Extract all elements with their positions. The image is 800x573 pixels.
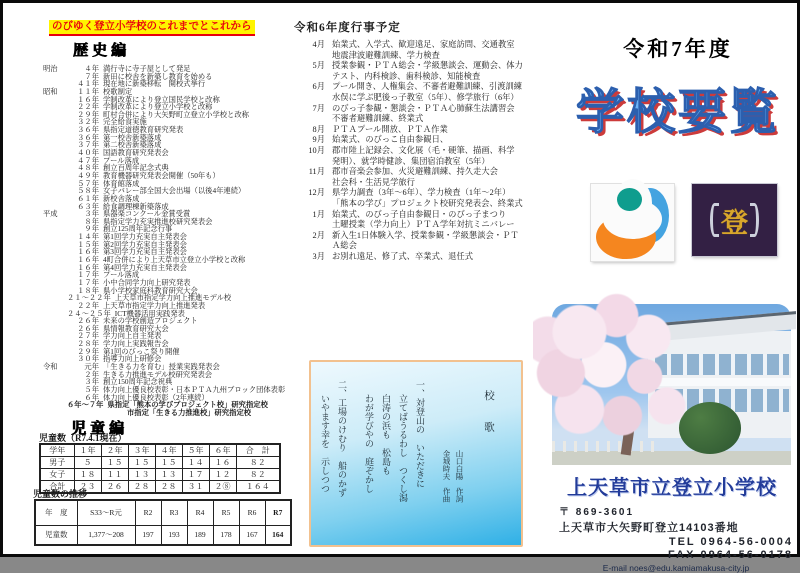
- history-event: 4町合併により上天草市立登立小学校と改称: [103, 255, 246, 265]
- history-year: [67, 409, 99, 417]
- cell-value: １７: [182, 469, 209, 481]
- column-header: 年 度: [35, 500, 77, 525]
- event-month: 5月: [312, 61, 325, 71]
- cell-value: ２８: [155, 481, 182, 494]
- event-lines: [332, 40, 515, 61]
- event-line: 授業参観・ＰＴＡ総会・学級懇談会、運動会、体力: [332, 61, 523, 71]
- song-column: いやます幸を 示しつつ: [320, 394, 330, 493]
- history-era: [43, 103, 67, 111]
- history-event: 体力向上優良校表彰（2年連続）: [103, 392, 209, 402]
- event-lines: [332, 125, 448, 136]
- history-era: [43, 294, 67, 302]
- column-header: ６年: [209, 444, 236, 457]
- enrollment-table-row: [40, 469, 280, 481]
- event-month: 11月: [308, 167, 325, 177]
- school-flag-image: [692, 184, 777, 256]
- history-era: [43, 394, 67, 402]
- cell-value: ２６: [101, 481, 128, 494]
- event-month: 10月: [308, 145, 325, 155]
- history-event: 現在地に新築移転 開校式挙行: [103, 79, 206, 89]
- event-lines: [332, 167, 498, 188]
- history-era: [43, 164, 67, 172]
- event-month: 6月: [312, 82, 325, 92]
- cell-value: 167: [239, 525, 265, 545]
- event-row: [298, 82, 552, 103]
- history-year: ２２年: [77, 300, 99, 310]
- email-address: E-mail noes@edu.kamiamakusa-city.jp: [602, 563, 750, 573]
- history-era: [43, 378, 67, 386]
- history-event: 創立百周年記念式典: [103, 163, 169, 173]
- history-era: [43, 157, 67, 165]
- school-song-box: [309, 360, 523, 547]
- history-era: 昭和: [43, 86, 58, 96]
- event-month: 4月: [312, 40, 325, 49]
- event-row: [298, 135, 552, 146]
- history-year: ５８年: [77, 186, 99, 196]
- trend-table-row: [35, 525, 291, 545]
- history-event: 新田に校舎を新築し教育を始める: [103, 71, 213, 81]
- event-row: [298, 146, 552, 167]
- history-year: ２９年: [77, 346, 99, 356]
- history-list: [43, 65, 301, 416]
- history-era: 平成: [43, 209, 58, 219]
- history-year: ５７年: [77, 178, 99, 188]
- history-era: [43, 134, 67, 142]
- history-event: 小中合同学力向上研究発表: [103, 277, 191, 287]
- history-year: １７年: [77, 270, 99, 280]
- history-year: １８年: [77, 285, 99, 295]
- history-event: 第1回のびっこ祭り開催: [103, 346, 180, 356]
- history-era: [43, 317, 67, 325]
- history-year: ２８年: [77, 339, 99, 349]
- history-event: 体育館落成: [103, 178, 140, 188]
- history-era: [43, 401, 67, 409]
- column-header: R3: [161, 500, 187, 525]
- column-header: R4: [187, 500, 213, 525]
- history-year: ５年: [84, 384, 99, 394]
- history-era: [43, 126, 67, 134]
- history-row: [43, 218, 301, 226]
- history-era: [43, 187, 67, 195]
- enrollment-label: 児童数（R7.4.1現在）: [39, 433, 127, 443]
- history-event: 給食調理棟新築落成: [103, 201, 169, 211]
- event-lines: [332, 231, 519, 252]
- history-year: ８年: [84, 216, 99, 226]
- history-row: [43, 409, 301, 417]
- cell-value: 1,377～208: [77, 525, 135, 545]
- column-header: R6: [239, 500, 265, 525]
- event-month: 9月: [312, 135, 325, 145]
- history-era: [43, 149, 67, 157]
- song-column: 白涛の浜も 松島も: [381, 394, 391, 475]
- flag-laurel-left: [710, 203, 719, 237]
- history-event: 第1回学力充実自主発表会: [103, 232, 187, 242]
- history-year: １６年: [77, 255, 99, 265]
- history-year: ２１～２２年: [67, 293, 111, 303]
- history-era: [43, 325, 67, 333]
- history-era: [43, 302, 67, 310]
- history-era: [43, 271, 67, 279]
- cell-value: １５: [101, 457, 128, 469]
- history-year: 元年: [84, 361, 99, 371]
- photo-cherry-blossoms: [533, 291, 719, 455]
- cell-value: １４: [182, 457, 209, 469]
- history-row: [43, 371, 301, 379]
- column-header: 学年: [40, 444, 74, 457]
- street-address: 上天草市大矢野町登立14103番地: [559, 522, 739, 534]
- event-line: 始業式、のびっこ自由参観日、: [332, 135, 449, 145]
- history-event: 生きる力推進モデル校研究発表会: [103, 369, 213, 379]
- column-header: ３年: [128, 444, 155, 457]
- history-year: １７年: [77, 277, 99, 287]
- history-year: ３０年: [77, 354, 99, 364]
- history-year: ６年: [84, 392, 99, 402]
- history-event: 学力向上自主発表: [103, 331, 162, 341]
- history-era: [43, 195, 67, 203]
- history-era: [43, 310, 67, 318]
- row-header: 児童数: [35, 525, 77, 545]
- event-line: 社会科・生活見学旅行: [332, 177, 415, 187]
- cell-value: １６: [209, 457, 236, 469]
- history-event: 上天草市指定学力向上推進発表: [103, 300, 206, 310]
- history-year: ２４～２５年: [67, 308, 111, 318]
- event-line: 始業式、のびっ子自由参観日・のびっ子まつり: [332, 209, 507, 219]
- history-event: 新校舎落成: [103, 193, 140, 203]
- event-line: ＰＴＡプール開放、ＰＴＡ作業: [332, 124, 448, 134]
- event-lines: [332, 252, 473, 263]
- trend-table-header-row: [35, 500, 291, 525]
- cell-value: １３: [155, 469, 182, 481]
- row-header: 女子: [40, 469, 74, 481]
- event-row: [298, 252, 552, 263]
- event-row: [298, 125, 552, 136]
- history-year: ２７年: [77, 331, 99, 341]
- history-event: 学制改革により登立小学校と改称: [103, 102, 213, 112]
- history-event: 完全給食実施: [103, 117, 147, 127]
- event-line: 新入生1日体験入学、授業参観・学級懇談会・ＰＴ: [332, 230, 519, 240]
- left-banner: のびゆく登立小学校のこれまでとこれから: [49, 20, 255, 36]
- history-year: ４０年: [77, 148, 99, 158]
- history-era: [43, 241, 67, 249]
- event-lines: [332, 135, 448, 146]
- history-year: ２９年: [77, 109, 99, 119]
- song-column: 金城時夫 作曲: [442, 450, 451, 503]
- history-event: プール落成: [103, 155, 140, 165]
- cell-value: ２⑧: [209, 481, 236, 494]
- history-event: 指導力向上研修会: [103, 354, 162, 364]
- history-event: 「生きる力を育む」授業実践発表会: [103, 361, 220, 371]
- event-month: 3月: [312, 251, 325, 261]
- city-emblem-image: [591, 184, 674, 261]
- history-era: [43, 96, 67, 104]
- history-event: 町村合併により大矢野町立登立小学校と改称: [103, 109, 249, 119]
- column-header: ２年: [101, 444, 128, 457]
- history-year: ２６年: [77, 323, 99, 333]
- cell-value: １２: [209, 469, 236, 481]
- history-event: 市指定「生きる力推進校」研究指定校: [127, 407, 252, 417]
- cell-value: 193: [161, 525, 187, 545]
- event-lines: [332, 146, 515, 167]
- history-era: 令和: [43, 361, 58, 371]
- event-row: [298, 40, 552, 61]
- history-era: [43, 340, 67, 348]
- cell-value: ５: [74, 457, 101, 469]
- event-row: [298, 188, 552, 209]
- history-event: 体力向上優良校表彰・日本ＰＴＡ九州ブロック団体表彰: [103, 384, 286, 394]
- cell-value: ８２: [236, 457, 280, 469]
- history-year: ３２年: [77, 117, 99, 127]
- history-year: １４年: [77, 232, 99, 242]
- cell-value: 197: [135, 525, 161, 545]
- history-year: ３年: [84, 209, 99, 219]
- history-event: 教育機器研究発表会開催（50年も）: [103, 170, 220, 180]
- history-era: [43, 371, 67, 379]
- history-year: １６年: [77, 262, 99, 272]
- event-month: 8月: [312, 124, 325, 134]
- song-column: 校 歌: [483, 390, 494, 432]
- events-heading: 令和6年度行事予定: [294, 22, 401, 34]
- column-header: 合 計: [236, 444, 280, 457]
- history-event: 第3回学力充実自主発表会: [103, 247, 187, 257]
- history-era: [43, 332, 67, 340]
- enrollment-table-row: [40, 457, 280, 469]
- cell-value: ８２: [236, 469, 280, 481]
- cell-value: １８: [74, 469, 101, 481]
- history-era: [43, 248, 67, 256]
- event-month: 7月: [312, 103, 325, 113]
- history-year: ２６年: [77, 316, 99, 326]
- main-title: 学校要覧: [575, 86, 780, 139]
- history-year: ９年: [84, 224, 99, 234]
- history-event: 創立150周年記念祝典: [103, 377, 173, 387]
- history-year: ３年: [84, 377, 99, 387]
- history-era: [43, 218, 67, 226]
- history-era: [43, 264, 67, 272]
- cell-value: ２８: [128, 481, 155, 494]
- history-event: 未来の学校創造プロジェクト: [103, 316, 198, 326]
- history-era: [43, 118, 67, 126]
- event-line: 水俣に学ぶ肥後っ子教室（5年）、修学旅行（6年）: [332, 92, 519, 102]
- event-lines: [332, 188, 523, 209]
- cell-value: 178: [213, 525, 239, 545]
- row-header: 合計: [40, 481, 74, 494]
- event-lines: [332, 61, 523, 82]
- history-year: １６年: [77, 247, 99, 257]
- history-year: ４９年: [77, 170, 99, 180]
- address-block: [559, 503, 793, 573]
- column-header: １年: [74, 444, 101, 457]
- history-event: 女子バレー部全国大会出場（以後4年連続）: [103, 186, 246, 196]
- history-era: [43, 409, 67, 417]
- history-event: 国語教育研究発表会: [103, 148, 169, 158]
- tel-number: TEL 0964-56-0004: [668, 536, 793, 548]
- cell-value: １５: [128, 457, 155, 469]
- history-event: 満行寺に寺子屋として発足: [103, 64, 191, 73]
- history-era: [43, 180, 67, 188]
- event-line: 土曜授業（学力向上）ＰＴＡ学年対抗ミニバレー: [332, 220, 515, 230]
- event-lines: [332, 82, 522, 103]
- history-era: [43, 225, 67, 233]
- column-header: R5: [213, 500, 239, 525]
- history-event: 県器楽コンクール金賞受賞: [103, 209, 191, 219]
- column-header: ５年: [182, 444, 209, 457]
- song-column: 立てばうるわし つくし潟: [398, 394, 408, 502]
- emblem-teal-dot: [617, 188, 642, 211]
- history-year: ３６年: [77, 125, 99, 135]
- history-year: ６３年: [77, 201, 99, 211]
- event-line: テスト、内科検診、歯科検診、知能検査: [332, 71, 481, 81]
- flags-row: [591, 184, 777, 261]
- history-era: [43, 279, 67, 287]
- school-name: 上天草市立登立小学校: [567, 477, 777, 499]
- cell-value: １５: [155, 457, 182, 469]
- history-event: 学力向上実践報告会: [103, 339, 169, 349]
- history-year: １５年: [77, 239, 99, 249]
- history-era: [43, 386, 67, 394]
- row-header: 男子: [40, 457, 74, 469]
- event-line: 郡市音楽会参加、火災避難訓練、持久走大会: [332, 167, 498, 177]
- history-event: 県情報教育研究大会: [103, 323, 169, 333]
- event-line: 不審者避難訓練、終業式: [332, 114, 424, 124]
- history-era: [43, 172, 67, 180]
- history-event: 第二校舎新築落成: [103, 140, 162, 150]
- history-era: [43, 141, 67, 149]
- postal-code: 〒 869-3601: [559, 507, 635, 518]
- event-row: [298, 231, 552, 252]
- history-year: ２２年: [77, 102, 99, 112]
- cell-value: 164: [265, 525, 291, 545]
- history-year: ３６年: [77, 132, 99, 142]
- column-header: R7: [265, 500, 291, 525]
- history-event: 県指定「熊本の学びプロジェクト校」研究指定校: [107, 400, 268, 410]
- history-year: ７年: [84, 71, 99, 81]
- event-month: 1月: [312, 209, 325, 219]
- song-column: 二、工場のけむり 船のかず: [337, 380, 347, 497]
- song-column: 一、対登山の いただきに: [415, 380, 425, 488]
- event-row: [298, 61, 552, 82]
- year-label: 令和7年度: [623, 37, 733, 61]
- song-column: 山口白陽 作詞: [455, 450, 464, 503]
- history-era: [43, 287, 67, 295]
- event-month: 12月: [308, 188, 325, 198]
- trend-table: [34, 499, 292, 546]
- event-row: [298, 104, 552, 125]
- event-line: 始業式、入学式、歓迎遠足、家庭訪問、交通教室: [332, 40, 515, 49]
- fax-number: FAX 0964-56-0178: [668, 549, 793, 561]
- history-event: 上天草市指定学力向上推進モデル校: [114, 293, 232, 303]
- event-line: プール開き、人権集会、不審者避難訓練、引渡訓練: [332, 82, 523, 92]
- history-year: ３７年: [77, 140, 99, 150]
- cell-value: １６４: [236, 481, 280, 494]
- cell-value: １３: [128, 469, 155, 481]
- cell-value: ２３: [74, 481, 101, 494]
- history-event: 県指定道徳教育研究発表: [103, 125, 184, 135]
- events-list: [298, 40, 552, 262]
- history-event: 県指定学力充実推進校研究発表会: [103, 216, 213, 226]
- cell-value: 189: [187, 525, 213, 545]
- history-year: ６年～７年: [67, 400, 104, 410]
- history-event: 第2回学力充実自主発表会: [103, 239, 187, 249]
- history-era: [43, 348, 67, 356]
- column-header: ４年: [155, 444, 182, 457]
- history-year: １６年: [77, 94, 99, 104]
- history-event: 学制改革により登立国民学校と改称: [103, 94, 220, 104]
- event-month: 2月: [312, 230, 325, 240]
- column-header: R2: [135, 500, 161, 525]
- history-year: １１年: [77, 86, 99, 96]
- event-line: のびっ子参観・懇談会・ＰＴＡ心肺蘇生法講習会: [332, 103, 515, 113]
- column-header: S33～R元: [77, 500, 135, 525]
- event-line: 「熊本の学び」プロジェクト校研究発表会、終業式: [332, 198, 523, 208]
- event-line: お別れ遠足、修了式、卒業式、退任式: [332, 251, 474, 261]
- event-row: [298, 167, 552, 188]
- history-event: ICT機器活用実践発表: [114, 308, 185, 318]
- history-event: 県小学校家庭科教育研究大会: [103, 285, 198, 295]
- history-event: 第一校舎新築落成: [103, 132, 162, 142]
- event-lines: [332, 104, 515, 125]
- history-event: プール落成: [103, 270, 140, 280]
- cell-value: １１: [101, 469, 128, 481]
- cell-value: ３１: [182, 481, 209, 494]
- history-year: ４１年: [77, 79, 99, 89]
- history-year: ４８年: [77, 163, 99, 173]
- event-row: [298, 210, 552, 231]
- enrollment-table-header-row: [40, 444, 280, 457]
- history-era: [43, 233, 67, 241]
- event-line: 発明）、就学時健診、集団宿泊教室（5年）: [332, 156, 490, 166]
- school-crest-glyph: 登: [721, 207, 748, 238]
- history-year: ６１年: [77, 193, 99, 203]
- history-era: 明治: [43, 64, 58, 73]
- school-photo: [552, 304, 791, 465]
- history-year: ４７年: [77, 155, 99, 165]
- history-event: 創立125周年記念行事: [103, 224, 173, 234]
- history-heading: 歴史編: [73, 42, 131, 59]
- event-line: Ａ総会: [332, 241, 357, 251]
- event-line: 県学力調査（3年～6年）、学力検査（1年～2年）: [332, 188, 511, 198]
- history-era: [43, 73, 67, 81]
- history-year: ４年: [84, 64, 99, 73]
- event-line: 郡市陸上記録会、文化展（毛・硬筆、描画、科学: [332, 145, 515, 155]
- event-lines: [332, 210, 515, 231]
- children-heading: 児童編: [71, 420, 129, 437]
- history-era: [43, 111, 67, 119]
- event-line: 地震津波避難訓練、学力検査: [332, 50, 440, 60]
- history-event: 校歌制定: [103, 86, 133, 96]
- song-column: わが学びやの 庭ぞかし: [364, 394, 374, 493]
- history-event: 第4回学力充実自主発表会: [103, 262, 187, 272]
- flag-laurel-right: [750, 203, 759, 237]
- history-year: ２年: [84, 369, 99, 379]
- history-era: [43, 256, 67, 264]
- trend-label: 児童数の推移: [33, 489, 88, 499]
